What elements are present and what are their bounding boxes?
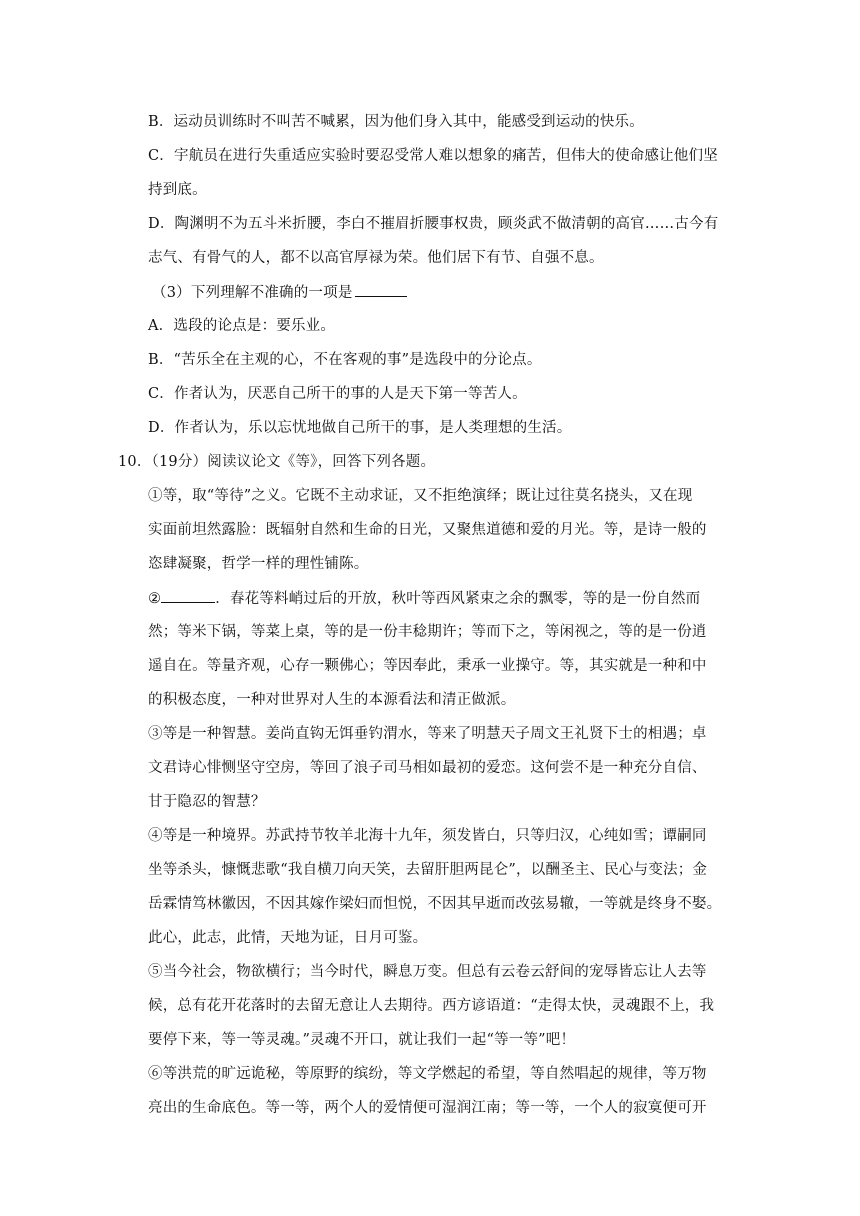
para5-line3: 要停下来，等一等灵魂。”灵魂不开口，就让我们一起“等一等”吧！ bbox=[148, 1032, 576, 1048]
para3-line3: 甘于隐忍的智慧？ bbox=[148, 794, 266, 810]
para3-line1: ③等是一种智慧。姜尚直钩无饵垂钓渭水，等来了明慧天子周文王礼贤下士的相遇；卓 bbox=[148, 726, 707, 742]
para4-line3: 岳霖情笃林徽因，不因其嫁作梁妇而怛悦，不因其早逝而改弦易辙，一等就是终身不娶。 bbox=[148, 896, 722, 912]
question-3-line bbox=[152, 282, 752, 303]
para6-line2: 亮出的生命底色。等一等，两个人的爱情便可湿润江南；等一等，一个人的寂寞便可开 bbox=[148, 1100, 707, 1116]
q3-option-b: B．“苦乐全在主观的心，不在客观的事”是选段中的分论点。 bbox=[148, 352, 542, 368]
question-10-heading: 10．（19分）阅读议论文《等》，回答下列各题。 bbox=[118, 454, 436, 470]
para2-line4: 的积极态度，一种对世界对人生的本源看法和清正做派。 bbox=[148, 692, 516, 708]
para2-blank bbox=[161, 588, 215, 603]
para4-line1: ④等是一种境界。苏武持节牧羊北海十九年，须发皆白，只等归汉，心纯如雪；谭嗣同 bbox=[148, 828, 707, 844]
para1-line3: 恣肆凝聚，哲学一样的理性铺陈。 bbox=[148, 556, 369, 572]
option-c-text-line2: 持到底。 bbox=[148, 182, 207, 198]
para1-line1: ①等，取“等待”之义。它既不主动求证，又不拒绝演绎；既让过往莫名挠头，又在现 bbox=[148, 488, 693, 504]
para2-line1 bbox=[148, 588, 748, 609]
answer-blank bbox=[355, 282, 407, 297]
para2-marker: ② bbox=[148, 591, 162, 607]
q3-option-a: A．选段的论点是：要乐业。 bbox=[148, 318, 336, 334]
para3-line2: 文君诗心悱恻坚守空房，等回了浪子司马相如最初的爱恋。这何尝不是一种充分自信、 bbox=[148, 760, 707, 776]
para6-line1: ⑥等洪荒的旷远诡秘，等原野的缤纷，等文学燃起的希望，等自然唱起的规律，等万物 bbox=[148, 1066, 707, 1082]
option-d-text-line2: 志气、有骨气的人，都不以高官厚禄为荣。他们居下有节、自强不息。 bbox=[148, 250, 604, 266]
para2-line2: 然；等米下锅，等菜上桌，等的是一份丰稔期许；等而下之，等闲视之，等的是一份逍 bbox=[148, 624, 707, 640]
para5-line1: ⑤当今社会，物欲横行；当今时代，瞬息万变。但总有云卷云舒间的宠辱皆忘让人去等 bbox=[148, 964, 707, 980]
para2-text: ．春花等料峭过后的开放，秋叶等西风紧束之余的飘零，等的是一份自然而 bbox=[215, 591, 701, 607]
para1-line2: 实面前坦然露脸：既辐射自然和生命的日光，又聚焦道德和爱的月光。等，是诗一般的 bbox=[148, 522, 707, 538]
para2-line3: 遥自在。等量齐观，心存一颗佛心；等因奉此，秉承一业操守。等，其实就是一种和中 bbox=[148, 658, 707, 674]
q3-option-c: C．作者认为，厌恶自己所干的事的人是天下第一等苦人。 bbox=[148, 386, 527, 402]
question-3-prompt: （3）下列理解不准确的一项是 bbox=[152, 285, 353, 301]
option-d-text-line1: D．陶渊明不为五斗米折腰，李白不摧眉折腰事权贵，顾炎武不做清朝的高官……古今有 bbox=[148, 216, 719, 232]
q3-option-d: D．作者认为，乐以忘忧地做自己所干的事，是人类理想的生活。 bbox=[148, 420, 572, 436]
para4-line2: 坐等杀头，慷慨悲歌“我自横刀向天笑，去留肝胆两昆仑”，以酬圣主、民心与变法；金 bbox=[148, 862, 708, 878]
para4-line4: 此心，此志，此情，天地为证，日月可鉴。 bbox=[148, 930, 428, 946]
option-c-text-line1: C．宇航员在进行失重适应实验时要忍受常人难以想象的痛苦，但伟大的使命感让他们坚 bbox=[148, 148, 718, 164]
option-b-text: B．运动员训练时不叫苦不喊累，因为他们身入其中，能感受到运动的快乐。 bbox=[148, 114, 644, 130]
para5-line2: 候，总有花开花落时的去留无意让人去期待。西方谚语道：“走得太快，灵魂跟不上，我 bbox=[148, 998, 715, 1014]
